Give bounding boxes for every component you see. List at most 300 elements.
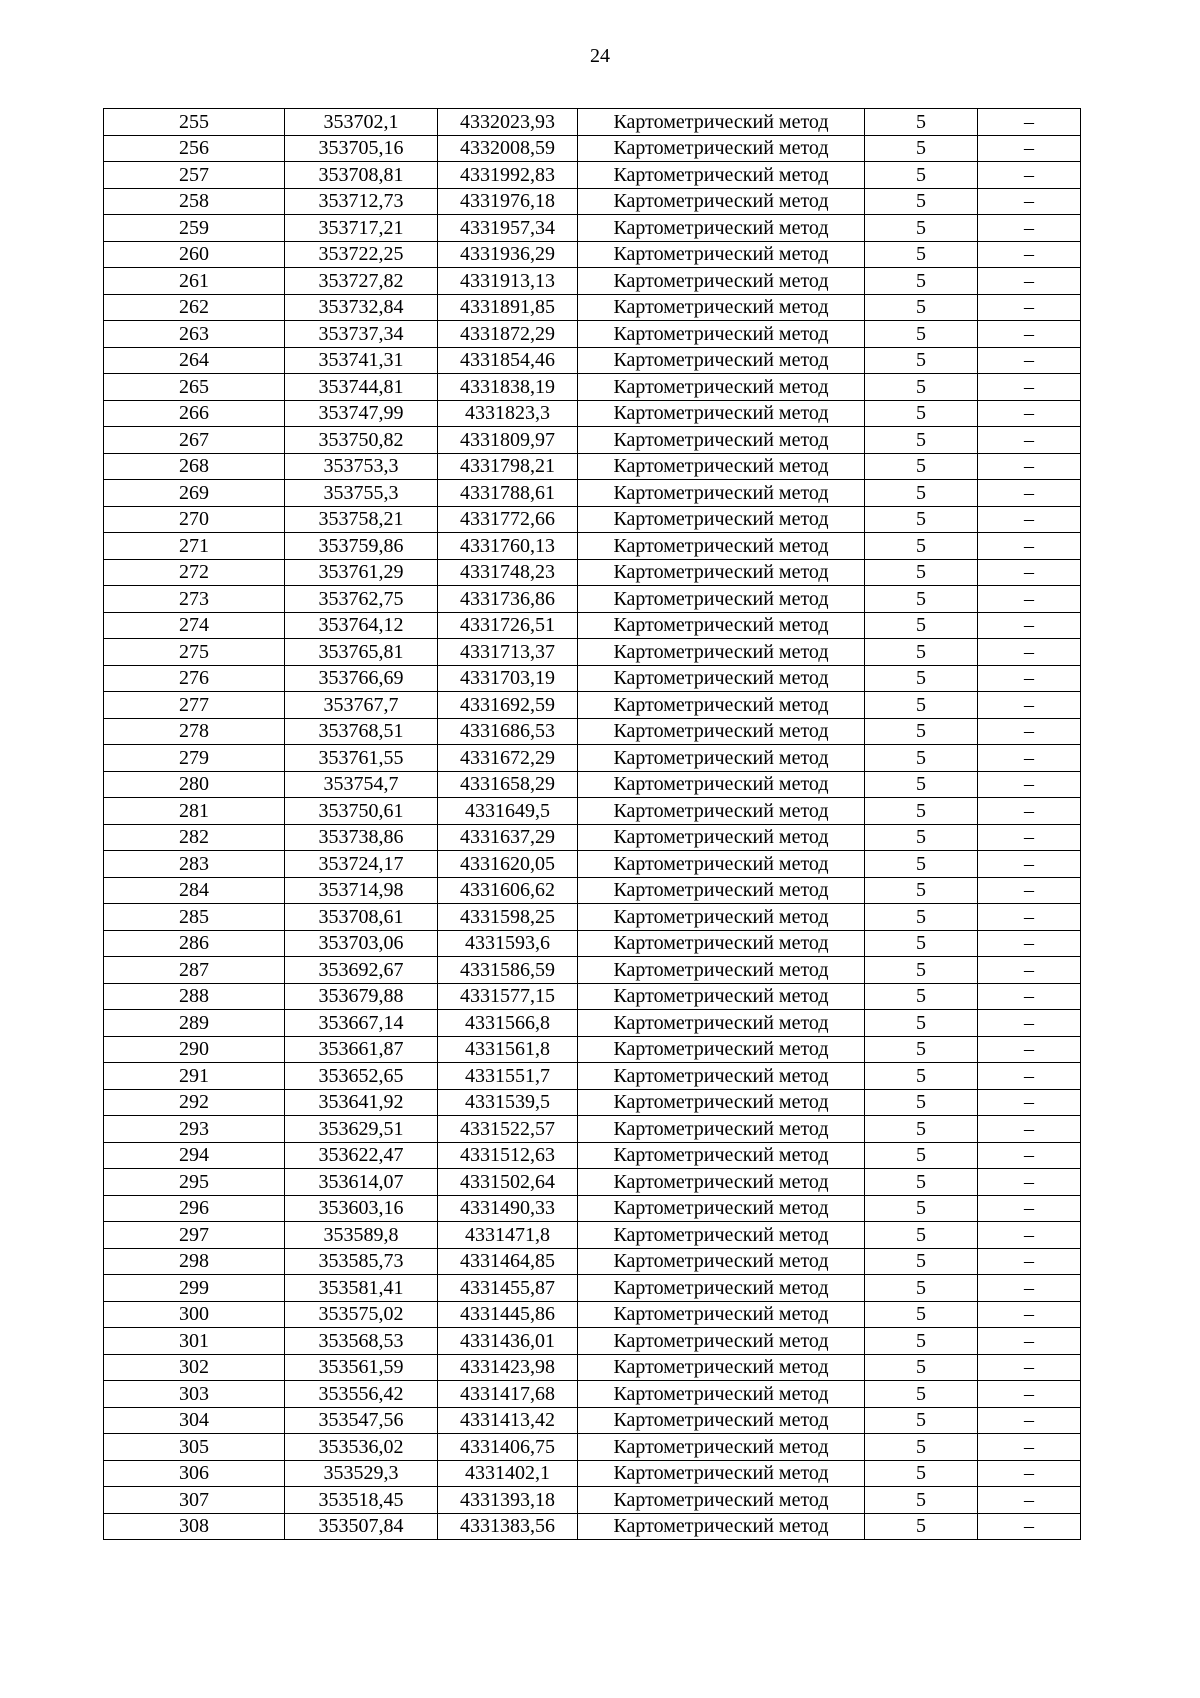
point-number-cell: 287	[104, 957, 285, 984]
note-cell: –	[978, 533, 1081, 560]
accuracy-cell: 5	[865, 665, 978, 692]
x-coordinate-cell: 353703,06	[285, 930, 438, 957]
method-cell: Картометрический метод	[578, 586, 865, 613]
accuracy-cell: 5	[865, 771, 978, 798]
x-coordinate-cell: 353556,42	[285, 1381, 438, 1408]
x-coordinate-cell: 353753,3	[285, 453, 438, 480]
y-coordinate-cell: 4331809,97	[438, 427, 578, 454]
accuracy-cell: 5	[865, 1036, 978, 1063]
accuracy-cell: 5	[865, 241, 978, 268]
note-cell: –	[978, 241, 1081, 268]
note-cell: –	[978, 851, 1081, 878]
x-coordinate-cell: 353738,86	[285, 824, 438, 851]
method-cell: Картометрический метод	[578, 612, 865, 639]
point-number-cell: 274	[104, 612, 285, 639]
table-row	[104, 930, 1081, 957]
accuracy-cell: 5	[865, 930, 978, 957]
method-cell: Картометрический метод	[578, 559, 865, 586]
table-row	[104, 1381, 1081, 1408]
y-coordinate-cell: 4331539,5	[438, 1089, 578, 1116]
accuracy-cell: 5	[865, 559, 978, 586]
y-coordinate-cell: 4332008,59	[438, 135, 578, 162]
y-coordinate-cell: 4331436,01	[438, 1328, 578, 1355]
method-cell: Картометрический метод	[578, 718, 865, 745]
x-coordinate-cell: 353714,98	[285, 877, 438, 904]
table-row	[104, 1487, 1081, 1514]
x-coordinate-cell: 353717,21	[285, 215, 438, 242]
note-cell: –	[978, 1275, 1081, 1302]
point-number-cell: 297	[104, 1222, 285, 1249]
y-coordinate-cell: 4331703,19	[438, 665, 578, 692]
note-cell: –	[978, 480, 1081, 507]
method-cell: Картометрический метод	[578, 930, 865, 957]
point-number-cell: 290	[104, 1036, 285, 1063]
note-cell: –	[978, 400, 1081, 427]
note-cell: –	[978, 215, 1081, 242]
y-coordinate-cell: 4331788,61	[438, 480, 578, 507]
method-cell: Картометрический метод	[578, 215, 865, 242]
table-row	[104, 851, 1081, 878]
y-coordinate-cell: 4331891,85	[438, 294, 578, 321]
table-row	[104, 1434, 1081, 1461]
method-cell: Картометрический метод	[578, 1036, 865, 1063]
table-row	[104, 1036, 1081, 1063]
method-cell: Картометрический метод	[578, 1513, 865, 1540]
x-coordinate-cell: 353754,7	[285, 771, 438, 798]
table-row	[104, 983, 1081, 1010]
table-row	[104, 1142, 1081, 1169]
x-coordinate-cell: 353529,3	[285, 1460, 438, 1487]
point-number-cell: 279	[104, 745, 285, 772]
method-cell: Картометрический метод	[578, 533, 865, 560]
y-coordinate-cell: 4331522,57	[438, 1116, 578, 1143]
point-number-cell: 288	[104, 983, 285, 1010]
point-number-cell: 307	[104, 1487, 285, 1514]
x-coordinate-cell: 353589,8	[285, 1222, 438, 1249]
accuracy-cell: 5	[865, 109, 978, 136]
accuracy-cell: 5	[865, 1513, 978, 1540]
accuracy-cell: 5	[865, 135, 978, 162]
method-cell: Картометрический метод	[578, 294, 865, 321]
x-coordinate-cell: 353661,87	[285, 1036, 438, 1063]
x-coordinate-cell: 353762,75	[285, 586, 438, 613]
accuracy-cell: 5	[865, 1434, 978, 1461]
y-coordinate-cell: 4331957,34	[438, 215, 578, 242]
accuracy-cell: 5	[865, 400, 978, 427]
table-row	[104, 1513, 1081, 1540]
note-cell: –	[978, 1381, 1081, 1408]
table-row	[104, 639, 1081, 666]
note-cell: –	[978, 1010, 1081, 1037]
table-row	[104, 1169, 1081, 1196]
table-row	[104, 559, 1081, 586]
method-cell: Картометрический метод	[578, 347, 865, 374]
x-coordinate-cell: 353741,31	[285, 347, 438, 374]
x-coordinate-cell: 353568,53	[285, 1328, 438, 1355]
point-number-cell: 272	[104, 559, 285, 586]
accuracy-cell: 5	[865, 1222, 978, 1249]
note-cell: –	[978, 1116, 1081, 1143]
x-coordinate-cell: 353750,61	[285, 798, 438, 825]
note-cell: –	[978, 1487, 1081, 1514]
note-cell: –	[978, 268, 1081, 295]
note-cell: –	[978, 1434, 1081, 1461]
method-cell: Картометрический метод	[578, 983, 865, 1010]
x-coordinate-cell: 353722,25	[285, 241, 438, 268]
table-row	[104, 427, 1081, 454]
note-cell: –	[978, 374, 1081, 401]
x-coordinate-cell: 353744,81	[285, 374, 438, 401]
point-number-cell: 266	[104, 400, 285, 427]
accuracy-cell: 5	[865, 1354, 978, 1381]
point-number-cell: 301	[104, 1328, 285, 1355]
point-number-cell: 255	[104, 109, 285, 136]
point-number-cell: 268	[104, 453, 285, 480]
method-cell: Картометрический метод	[578, 162, 865, 189]
y-coordinate-cell: 4331620,05	[438, 851, 578, 878]
table-row	[104, 1407, 1081, 1434]
point-number-cell: 263	[104, 321, 285, 348]
table-row	[104, 453, 1081, 480]
y-coordinate-cell: 4331406,75	[438, 1434, 578, 1461]
table-row	[104, 745, 1081, 772]
y-coordinate-cell: 4331672,29	[438, 745, 578, 772]
x-coordinate-cell: 353518,45	[285, 1487, 438, 1514]
point-number-cell: 265	[104, 374, 285, 401]
note-cell: –	[978, 427, 1081, 454]
point-number-cell: 308	[104, 1513, 285, 1540]
method-cell: Картометрический метод	[578, 135, 865, 162]
y-coordinate-cell: 4331872,29	[438, 321, 578, 348]
note-cell: –	[978, 135, 1081, 162]
note-cell: –	[978, 453, 1081, 480]
x-coordinate-cell: 353585,73	[285, 1248, 438, 1275]
accuracy-cell: 5	[865, 215, 978, 242]
y-coordinate-cell: 4331658,29	[438, 771, 578, 798]
accuracy-cell: 5	[865, 1142, 978, 1169]
table-row	[104, 904, 1081, 931]
y-coordinate-cell: 4331838,19	[438, 374, 578, 401]
point-number-cell: 260	[104, 241, 285, 268]
y-coordinate-cell: 4331423,98	[438, 1354, 578, 1381]
point-number-cell: 292	[104, 1089, 285, 1116]
table-row	[104, 798, 1081, 825]
x-coordinate-cell: 353692,67	[285, 957, 438, 984]
method-cell: Картометрический метод	[578, 1142, 865, 1169]
x-coordinate-cell: 353750,82	[285, 427, 438, 454]
table-row	[104, 612, 1081, 639]
method-cell: Картометрический метод	[578, 109, 865, 136]
y-coordinate-cell: 4331402,1	[438, 1460, 578, 1487]
method-cell: Картометрический метод	[578, 824, 865, 851]
point-number-cell: 304	[104, 1407, 285, 1434]
accuracy-cell: 5	[865, 374, 978, 401]
y-coordinate-cell: 4331383,56	[438, 1513, 578, 1540]
point-number-cell: 269	[104, 480, 285, 507]
point-number-cell: 275	[104, 639, 285, 666]
table-row	[104, 1460, 1081, 1487]
note-cell: –	[978, 745, 1081, 772]
point-number-cell: 298	[104, 1248, 285, 1275]
accuracy-cell: 5	[865, 1328, 978, 1355]
table-row	[104, 1301, 1081, 1328]
method-cell: Картометрический метод	[578, 1248, 865, 1275]
table-row	[104, 294, 1081, 321]
x-coordinate-cell: 353641,92	[285, 1089, 438, 1116]
accuracy-cell: 5	[865, 692, 978, 719]
method-cell: Картометрический метод	[578, 1354, 865, 1381]
point-number-cell: 302	[104, 1354, 285, 1381]
table-row	[104, 824, 1081, 851]
note-cell: –	[978, 586, 1081, 613]
accuracy-cell: 5	[865, 1381, 978, 1408]
method-cell: Картометрический метод	[578, 188, 865, 215]
table-row	[104, 1089, 1081, 1116]
y-coordinate-cell: 4331992,83	[438, 162, 578, 189]
x-coordinate-cell: 353603,16	[285, 1195, 438, 1222]
page-number: 24	[590, 45, 610, 67]
accuracy-cell: 5	[865, 1010, 978, 1037]
accuracy-cell: 5	[865, 586, 978, 613]
table-row	[104, 1275, 1081, 1302]
y-coordinate-cell: 4331798,21	[438, 453, 578, 480]
y-coordinate-cell: 4331637,29	[438, 824, 578, 851]
accuracy-cell: 5	[865, 506, 978, 533]
note-cell: –	[978, 506, 1081, 533]
x-coordinate-cell: 353708,81	[285, 162, 438, 189]
accuracy-cell: 5	[865, 639, 978, 666]
point-number-cell: 305	[104, 1434, 285, 1461]
method-cell: Картометрический метод	[578, 400, 865, 427]
note-cell: –	[978, 109, 1081, 136]
y-coordinate-cell: 4331736,86	[438, 586, 578, 613]
method-cell: Картометрический метод	[578, 453, 865, 480]
note-cell: –	[978, 639, 1081, 666]
point-number-cell: 299	[104, 1275, 285, 1302]
note-cell: –	[978, 1513, 1081, 1540]
x-coordinate-cell: 353755,3	[285, 480, 438, 507]
table-row	[104, 506, 1081, 533]
accuracy-cell: 5	[865, 1169, 978, 1196]
point-number-cell: 285	[104, 904, 285, 931]
point-number-cell: 281	[104, 798, 285, 825]
table-row	[104, 1116, 1081, 1143]
table-row	[104, 718, 1081, 745]
accuracy-cell: 5	[865, 1487, 978, 1514]
point-number-cell: 294	[104, 1142, 285, 1169]
note-cell: –	[978, 294, 1081, 321]
table-row	[104, 1328, 1081, 1355]
y-coordinate-cell: 4331566,8	[438, 1010, 578, 1037]
x-coordinate-cell: 353759,86	[285, 533, 438, 560]
y-coordinate-cell: 4331686,53	[438, 718, 578, 745]
point-number-cell: 280	[104, 771, 285, 798]
table-row	[104, 215, 1081, 242]
note-cell: –	[978, 718, 1081, 745]
accuracy-cell: 5	[865, 745, 978, 772]
table-row	[104, 1222, 1081, 1249]
accuracy-cell: 5	[865, 612, 978, 639]
method-cell: Картометрический метод	[578, 1407, 865, 1434]
y-coordinate-cell: 4331393,18	[438, 1487, 578, 1514]
x-coordinate-cell: 353768,51	[285, 718, 438, 745]
point-number-cell: 296	[104, 1195, 285, 1222]
point-number-cell: 295	[104, 1169, 285, 1196]
method-cell: Картометрический метод	[578, 1169, 865, 1196]
table-row	[104, 533, 1081, 560]
x-coordinate-cell: 353581,41	[285, 1275, 438, 1302]
method-cell: Картометрический метод	[578, 1381, 865, 1408]
point-number-cell: 291	[104, 1063, 285, 1090]
y-coordinate-cell: 4331726,51	[438, 612, 578, 639]
accuracy-cell: 5	[865, 851, 978, 878]
accuracy-cell: 5	[865, 427, 978, 454]
y-coordinate-cell: 4331854,46	[438, 347, 578, 374]
note-cell: –	[978, 983, 1081, 1010]
accuracy-cell: 5	[865, 162, 978, 189]
x-coordinate-cell: 353507,84	[285, 1513, 438, 1540]
accuracy-cell: 5	[865, 533, 978, 560]
note-cell: –	[978, 904, 1081, 931]
y-coordinate-cell: 4331760,13	[438, 533, 578, 560]
accuracy-cell: 5	[865, 824, 978, 851]
x-coordinate-cell: 353536,02	[285, 1434, 438, 1461]
x-coordinate-cell: 353764,12	[285, 612, 438, 639]
accuracy-cell: 5	[865, 1460, 978, 1487]
note-cell: –	[978, 321, 1081, 348]
point-number-cell: 262	[104, 294, 285, 321]
y-coordinate-cell: 4331551,7	[438, 1063, 578, 1090]
method-cell: Картометрический метод	[578, 1301, 865, 1328]
table-row	[104, 374, 1081, 401]
y-coordinate-cell: 4331976,18	[438, 188, 578, 215]
y-coordinate-cell: 4331823,3	[438, 400, 578, 427]
y-coordinate-cell: 4331577,15	[438, 983, 578, 1010]
point-number-cell: 257	[104, 162, 285, 189]
x-coordinate-cell: 353765,81	[285, 639, 438, 666]
note-cell: –	[978, 1195, 1081, 1222]
x-coordinate-cell: 353679,88	[285, 983, 438, 1010]
accuracy-cell: 5	[865, 321, 978, 348]
accuracy-cell: 5	[865, 1275, 978, 1302]
method-cell: Картометрический метод	[578, 480, 865, 507]
note-cell: –	[978, 692, 1081, 719]
method-cell: Картометрический метод	[578, 321, 865, 348]
point-number-cell: 278	[104, 718, 285, 745]
x-coordinate-cell: 353705,16	[285, 135, 438, 162]
table-row	[104, 400, 1081, 427]
y-coordinate-cell: 4331772,66	[438, 506, 578, 533]
point-number-cell: 284	[104, 877, 285, 904]
point-number-cell: 256	[104, 135, 285, 162]
y-coordinate-cell: 4331512,63	[438, 1142, 578, 1169]
note-cell: –	[978, 559, 1081, 586]
accuracy-cell: 5	[865, 453, 978, 480]
y-coordinate-cell: 4331445,86	[438, 1301, 578, 1328]
accuracy-cell: 5	[865, 480, 978, 507]
table-row	[104, 586, 1081, 613]
table-row	[104, 665, 1081, 692]
method-cell: Картометрический метод	[578, 1089, 865, 1116]
method-cell: Картометрический метод	[578, 665, 865, 692]
point-number-cell: 267	[104, 427, 285, 454]
note-cell: –	[978, 1301, 1081, 1328]
point-number-cell: 259	[104, 215, 285, 242]
note-cell: –	[978, 1222, 1081, 1249]
table-row	[104, 877, 1081, 904]
table-row	[104, 268, 1081, 295]
method-cell: Картометрический метод	[578, 771, 865, 798]
x-coordinate-cell: 353575,02	[285, 1301, 438, 1328]
point-number-cell: 271	[104, 533, 285, 560]
table-row	[104, 1354, 1081, 1381]
y-coordinate-cell: 4332023,93	[438, 109, 578, 136]
note-cell: –	[978, 1089, 1081, 1116]
point-number-cell: 306	[104, 1460, 285, 1487]
note-cell: –	[978, 347, 1081, 374]
x-coordinate-cell: 353614,07	[285, 1169, 438, 1196]
table-row	[104, 692, 1081, 719]
x-coordinate-cell: 353732,84	[285, 294, 438, 321]
note-cell: –	[978, 1169, 1081, 1196]
method-cell: Картометрический метод	[578, 506, 865, 533]
accuracy-cell: 5	[865, 1195, 978, 1222]
coordinates-table-body	[104, 109, 1081, 1540]
method-cell: Картометрический метод	[578, 374, 865, 401]
accuracy-cell: 5	[865, 983, 978, 1010]
y-coordinate-cell: 4331455,87	[438, 1275, 578, 1302]
y-coordinate-cell: 4331561,8	[438, 1036, 578, 1063]
table-row	[104, 135, 1081, 162]
table-row	[104, 162, 1081, 189]
y-coordinate-cell: 4331606,62	[438, 877, 578, 904]
y-coordinate-cell: 4331913,13	[438, 268, 578, 295]
method-cell: Картометрический метод	[578, 1222, 865, 1249]
point-number-cell: 258	[104, 188, 285, 215]
method-cell: Картометрический метод	[578, 427, 865, 454]
y-coordinate-cell: 4331649,5	[438, 798, 578, 825]
point-number-cell: 289	[104, 1010, 285, 1037]
method-cell: Картометрический метод	[578, 1275, 865, 1302]
x-coordinate-cell: 353561,59	[285, 1354, 438, 1381]
point-number-cell: 300	[104, 1301, 285, 1328]
note-cell: –	[978, 1328, 1081, 1355]
method-cell: Картометрический метод	[578, 1460, 865, 1487]
point-number-cell: 283	[104, 851, 285, 878]
y-coordinate-cell: 4331593,6	[438, 930, 578, 957]
note-cell: –	[978, 877, 1081, 904]
method-cell: Картометрический метод	[578, 1487, 865, 1514]
y-coordinate-cell: 4331692,59	[438, 692, 578, 719]
table-row	[104, 1195, 1081, 1222]
accuracy-cell: 5	[865, 1248, 978, 1275]
x-coordinate-cell: 353712,73	[285, 188, 438, 215]
note-cell: –	[978, 1063, 1081, 1090]
x-coordinate-cell: 353547,56	[285, 1407, 438, 1434]
table-row	[104, 480, 1081, 507]
x-coordinate-cell: 353766,69	[285, 665, 438, 692]
note-cell: –	[978, 162, 1081, 189]
y-coordinate-cell: 4331748,23	[438, 559, 578, 586]
point-number-cell: 276	[104, 665, 285, 692]
note-cell: –	[978, 771, 1081, 798]
point-number-cell: 286	[104, 930, 285, 957]
method-cell: Картометрический метод	[578, 877, 865, 904]
table-row	[104, 1063, 1081, 1090]
point-number-cell: 303	[104, 1381, 285, 1408]
x-coordinate-cell: 353758,21	[285, 506, 438, 533]
accuracy-cell: 5	[865, 1301, 978, 1328]
